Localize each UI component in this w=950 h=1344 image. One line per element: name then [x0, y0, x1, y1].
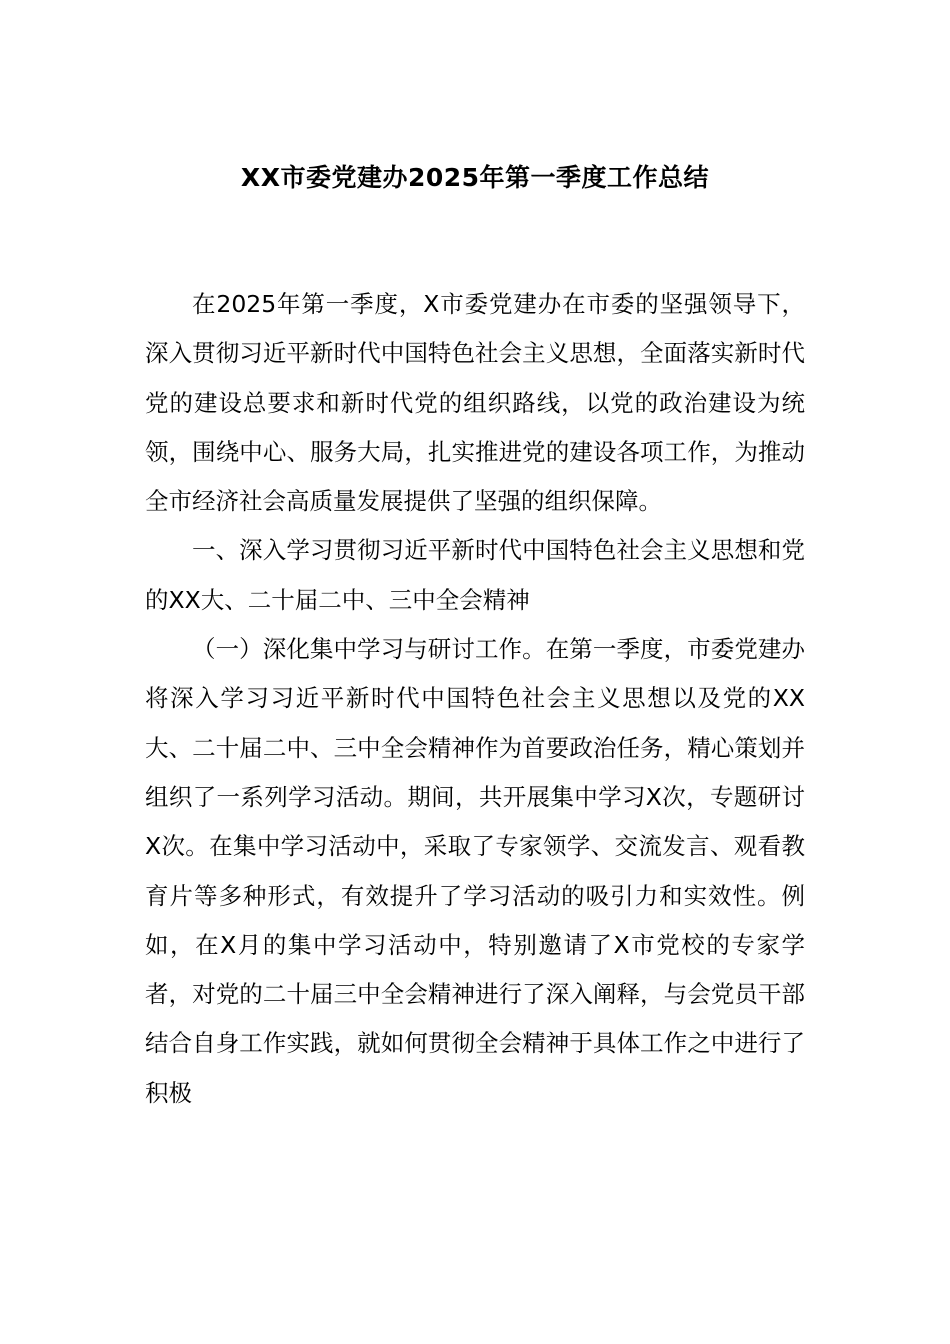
subsection-paragraph-1: （一）深化集中学习与研讨工作。在第一季度，市委党建办将深入学习习近平新时代中国特色社会主义思想以及党的XX大、二十届二中、三中全会精神作为首要政治任务，精心策划并组织了一系列学习活动。期间，共开展集中学习X次，专题研讨X次。在集中学习活动中，采取了专家领学、交流发言、观看教育片等多种形式，有效提升了学习活动的吸引力和实效性。例如，在X月的集中学习活动中，特别邀请了X市党校的专家学者，对党的二十届三中全会精神进行了深入阐释，与会党员干部结合自身工作实践，就如何贯彻全会精神于具体工作之中进行了积极 — [145, 635, 805, 1107]
section-heading-1: 一、深入学习贯彻习近平新时代中国特色社会主义思想和党的XX大、二十届二中、三中全会精神 — [145, 536, 805, 614]
document-title: XX市委党建办2025年第一季度工作总结 — [240, 163, 710, 192]
intro-paragraph: 在2025年第一季度，X市委党建办在市委的坚强领导下，深入贯彻习近平新时代中国特色社会主义思想，全面落实新时代党的建设总要求和新时代党的组织路线，以党的政治建设为统领，围绕中心、服务大局，扎实推进党的建设各项工作，为推动全市经济社会高质量发展提供了坚强的组织保障。 — [145, 290, 805, 516]
document-body — [145, 280, 805, 1118]
